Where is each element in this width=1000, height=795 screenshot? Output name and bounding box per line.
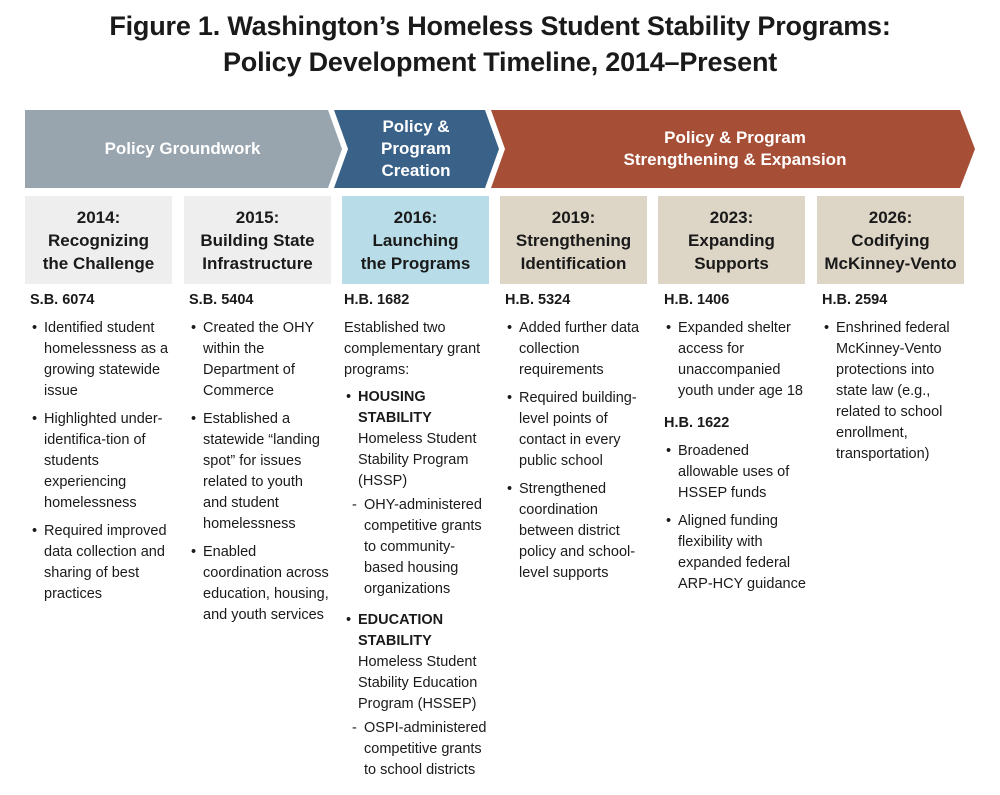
- title-line-1: Figure 1. Washington’s Homeless Student Stability Programs:: [109, 11, 891, 41]
- year-2016-label: 2016:: [393, 207, 438, 227]
- title-line-2: Policy Development Timeline, 2014–Present: [222, 47, 778, 77]
- year-2014-title-2: the Challenge: [42, 253, 155, 273]
- list-2015: [189, 318, 331, 626]
- year-2019-label: 2019:: [551, 207, 596, 227]
- year-2019-title-1: Strengthening: [515, 230, 632, 250]
- list-item: • Required building-level points of contact in every public school: [505, 388, 645, 472]
- program-name: Homeless Student Stability Program (HSSP): [358, 431, 477, 489]
- column-2016: [344, 290, 494, 781]
- year-2016-title-2: the Programs: [360, 253, 471, 273]
- program-heading: • EDUCATION STABILITY: [358, 612, 444, 649]
- list-item: • Added further data collection requirements: [505, 318, 645, 381]
- list-item: • Created the OHY within the Department of Commerce: [189, 318, 331, 402]
- list-2023-b: [664, 441, 809, 595]
- year-2023-title-1: Expanding: [688, 230, 775, 250]
- phase-creation-line-1: Policy &: [382, 117, 450, 136]
- program-education-stability: [344, 610, 494, 715]
- column-2014: [30, 290, 170, 612]
- bill-hb-5324: H.B. 5324: [505, 292, 571, 308]
- list-item: • Aligned funding flexibility with expanded federal ARP-HCY guidance: [664, 511, 809, 595]
- phase-label-groundwork: [25, 110, 340, 188]
- list-item: • Expanded shelter access for unaccompanied youth under age 18: [664, 318, 809, 402]
- list-2016-b: [344, 610, 494, 715]
- year-2026-title-2: McKinney-Vento: [824, 253, 957, 273]
- year-2015-title-1: Building State: [200, 230, 315, 250]
- list-item: • Established a statewide “landing spot” for issues related to youth and student homelessness: [189, 409, 331, 535]
- phase-expansion-line-2: Strengthening & Expansion: [623, 150, 847, 169]
- list-item: • Required improved data collection and sharing of best practices: [30, 521, 170, 605]
- year-2023-label: 2023:: [709, 207, 754, 227]
- program-heading: • HOUSING STABILITY: [358, 389, 432, 426]
- list-item: • Enshrined federal McKinney-Vento protections into state law (e.g., related to school enrollment, transportation): [822, 318, 964, 465]
- year-box-2023: [658, 196, 805, 284]
- bill-sb-5404: S.B. 5404: [189, 292, 254, 308]
- list-2019: [505, 318, 645, 584]
- bill-hb-1682: H.B. 1682: [344, 292, 410, 308]
- year-2014-label: 2014:: [76, 207, 121, 227]
- list-item: • Broadened allowable uses of HSSEP funds: [664, 441, 809, 504]
- program-detail: - OHY-administered competitive grants to community-based housing organizations: [344, 495, 494, 600]
- list-item: • Identified student homelessness as a growing statewide issue: [30, 318, 170, 402]
- year-2016-title-1: Launching: [372, 230, 459, 250]
- year-2014-title-1: Recognizing: [47, 230, 150, 250]
- list-2023-a: [664, 318, 809, 402]
- phase-label-expansion: [505, 110, 965, 188]
- year-box-2016: [342, 196, 489, 284]
- year-2019-title-2: Identification: [520, 253, 627, 273]
- list-2016: [344, 387, 494, 492]
- bill-sb-6074: S.B. 6074: [30, 292, 95, 308]
- column-2019: [505, 290, 645, 591]
- bill-hb-2594: H.B. 2594: [822, 292, 888, 308]
- list-2026: [822, 318, 964, 465]
- programs-intro: Established two complementary grant programs:: [344, 320, 481, 378]
- phase-groundwork-text: Policy Groundwork: [104, 139, 261, 158]
- phase-label-creation: [345, 110, 487, 188]
- year-box-2015: [184, 196, 331, 284]
- year-2026-title-1: Codifying: [851, 230, 930, 250]
- column-2015: [189, 290, 331, 633]
- bill-hb-1406: H.B. 1406: [664, 292, 730, 308]
- list-2014: [30, 318, 170, 605]
- list-item: • Enabled coordination across education, housing, and youth services: [189, 542, 331, 626]
- program-name: Homeless Student Stability Education Program (HSSEP): [358, 654, 478, 712]
- year-2023-title-2: Supports: [694, 253, 769, 273]
- year-box-2026: [817, 196, 964, 284]
- year-2015-title-2: Infrastructure: [202, 253, 313, 273]
- phase-expansion-line-1: Policy & Program: [664, 128, 806, 147]
- year-2026-label: 2026:: [868, 207, 913, 227]
- year-2015-label: 2015:: [235, 207, 280, 227]
- column-2023: [664, 290, 809, 602]
- year-box-2014: [25, 196, 172, 284]
- year-box-2019: [500, 196, 647, 284]
- list-item: • Strengthened coordination between district policy and school-level supports: [505, 479, 645, 584]
- column-2026: [822, 290, 964, 472]
- list-item: • Highlighted under-identifica-tion of students experiencing homelessness: [30, 409, 170, 514]
- bill-hb-1622: H.B. 1622: [664, 415, 730, 431]
- program-detail: - OSPI-administered competitive grants to school districts: [344, 718, 494, 781]
- phase-creation-line-2: Program: [381, 139, 451, 158]
- phase-creation-line-3: Creation: [381, 161, 451, 180]
- program-housing-stability: [344, 387, 494, 492]
